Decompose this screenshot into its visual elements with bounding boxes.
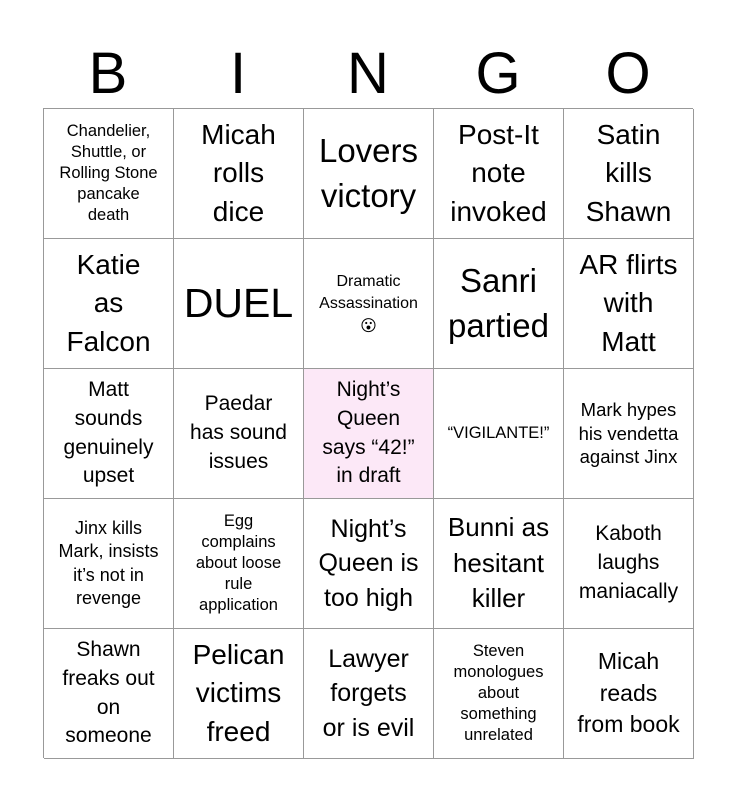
- bingo-cell[interactable]: [174, 109, 304, 239]
- bingo-cell[interactable]: [434, 109, 564, 239]
- header-letter-g: G: [475, 41, 521, 106]
- cell-text: Chandelier, Shuttle, or Rolling Stone pancake death: [59, 121, 158, 225]
- free-space-label: Dramatic Assassination: [319, 272, 418, 312]
- bingo-cell[interactable]: [44, 499, 174, 629]
- bingo-cell[interactable]: [44, 369, 174, 499]
- bingo-cell[interactable]: [174, 499, 304, 629]
- cell-text: Night’s Queen is too high: [318, 514, 419, 612]
- bingo-cell[interactable]: [564, 499, 694, 629]
- bingo-cell[interactable]: [434, 239, 564, 369]
- cell-text: DUEL: [183, 279, 294, 326]
- bingo-cell[interactable]: [434, 629, 564, 759]
- bingo-cell[interactable]: [304, 629, 434, 759]
- cell-text: Night’s Queen says “42!” in draft: [322, 377, 415, 488]
- cell-text: Kaboth laughs maniacally: [578, 522, 679, 603]
- cell-text: Katie as Falcon: [66, 248, 151, 357]
- cell-text: AR flirts with Matt: [579, 248, 678, 357]
- header-letter-o: O: [605, 41, 651, 106]
- bingo-cell[interactable]: [174, 369, 304, 499]
- header-letter-i: I: [229, 41, 247, 106]
- bingo-cell[interactable]: [304, 109, 434, 239]
- bingo-cell[interactable]: [304, 499, 434, 629]
- bingo-cell[interactable]: [44, 629, 174, 759]
- bingo-cell[interactable]: [434, 369, 564, 499]
- cell-text: Micah reads from book: [577, 647, 680, 738]
- cell-text: “VIGILANTE!”: [447, 423, 550, 442]
- bingo-board: [43, 108, 693, 758]
- bingo-cell[interactable]: [564, 629, 694, 759]
- cell-text: Micah rolls dice: [201, 118, 276, 227]
- bingo-header: [43, 42, 693, 106]
- bingo-cell[interactable]: [174, 629, 304, 759]
- cell-text: Sanri partied: [448, 261, 549, 344]
- bingo-cell[interactable]: [564, 239, 694, 369]
- bingo-cell[interactable]: [564, 109, 694, 239]
- bingo-cell[interactable]: [434, 499, 564, 629]
- cell-text: Paedar has sound issues: [190, 392, 287, 473]
- header-letter-n: N: [347, 41, 389, 106]
- cell-text: Jinx kills Mark, insists it’s not in revenge: [58, 518, 159, 608]
- cell-text: Bunni as hesitant killer: [447, 511, 550, 614]
- cell-text: Egg complains about loose rule application: [195, 511, 282, 615]
- bingo-cell[interactable]: [174, 239, 304, 369]
- cell-text: Steven monologues about something unrelated: [453, 641, 544, 745]
- cell-text: Matt sounds genuinely upset: [63, 377, 154, 488]
- cell-text: Pelican victims freed: [192, 638, 285, 747]
- free-space-cell[interactable]: [304, 239, 434, 369]
- header-letter-b: B: [88, 41, 128, 106]
- cell-text: Lawyer forgets or is evil: [322, 644, 415, 742]
- cell-text: Lovers victory: [318, 131, 419, 214]
- bingo-cell[interactable]: [564, 369, 694, 499]
- astonished-face-icon: 😮: [360, 318, 377, 336]
- bingo-cell[interactable]: [44, 109, 174, 239]
- cell-text: Mark hypes his vendetta against Jinx: [578, 398, 679, 468]
- cell-text: Shawn freaks out on someone: [62, 637, 155, 748]
- cell-text: Post-It note invoked: [450, 118, 547, 227]
- cell-text: Satin kills Shawn: [585, 118, 672, 227]
- bingo-cell-highlighted[interactable]: [304, 369, 434, 499]
- bingo-cell[interactable]: [44, 239, 174, 369]
